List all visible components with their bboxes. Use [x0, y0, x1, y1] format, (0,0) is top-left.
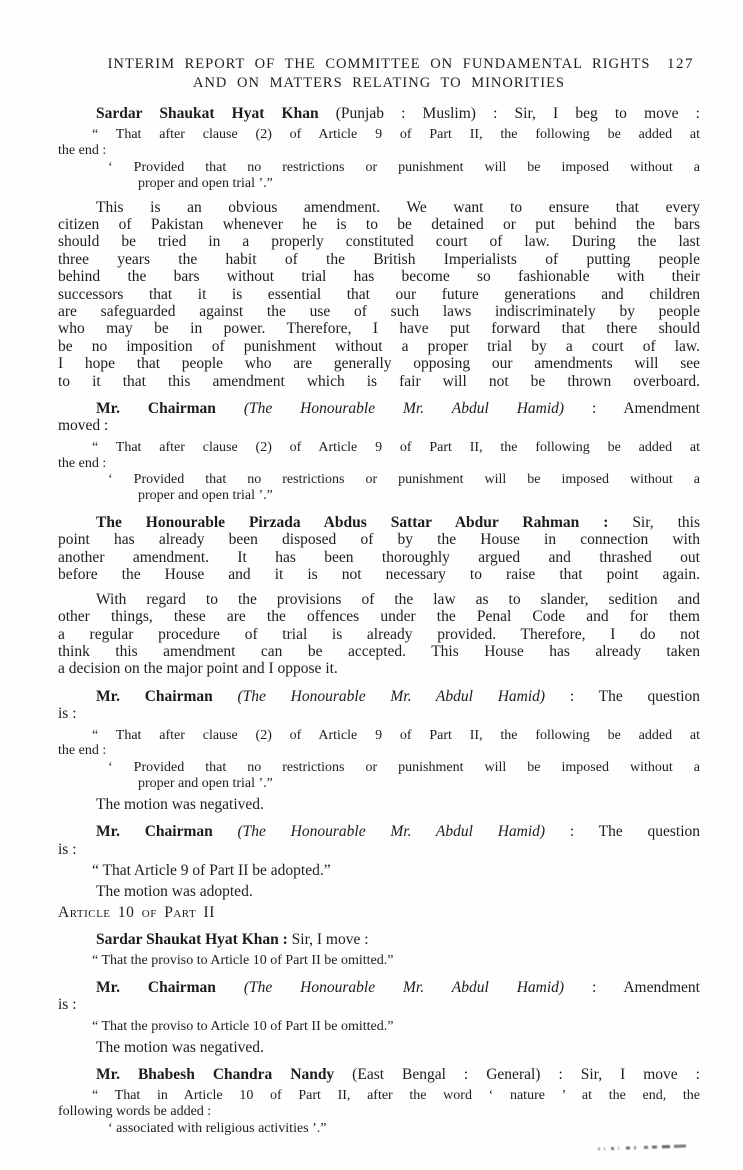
- text-line: a regular procedure of trial is already provided. Therefore, I do not: [58, 625, 700, 643]
- text-line: who may be in power. Therefore, I have put forward that there should: [58, 320, 700, 338]
- text-line: “ That the proviso to Article 10 of Part II be omitted.”: [92, 953, 394, 969]
- text-line: should be tried in a properly constituted court of law. During the last: [58, 233, 700, 251]
- amendment-quote: [58, 440, 700, 472]
- text-line: other things, these are the offences under the Penal Code and for them: [58, 608, 700, 626]
- text-line: This is an obvious amendment. We want to ensure that every: [96, 198, 700, 216]
- text-line: Article 10 of Part II: [58, 903, 215, 921]
- text-line: ‘ associated with religious activities ’.”: [108, 1120, 327, 1136]
- text-line: proper and open trial ’.”: [138, 488, 273, 504]
- text-line: “ That after clause (2) of Article 9 of Part II, the following be added at: [92, 127, 700, 143]
- text-line: to it that this amendment which is fair will not be thrown overboard.: [58, 372, 700, 390]
- text-line: [58, 105, 700, 122]
- text-line: The motion was negatived.: [96, 1038, 264, 1056]
- speaker-attribution: (The Honourable Mr. Abdul Hamid): [237, 823, 546, 841]
- text-line: is :: [58, 996, 77, 1014]
- speech-text: : Amendment: [564, 978, 700, 996]
- amendment-quote: [58, 127, 700, 159]
- text-line: three years the habit of the British Imperialists of putting people: [58, 250, 700, 268]
- text-line: point has already been disposed of by the House in connection with: [58, 531, 700, 549]
- speaker-name: Mr. Chairman: [96, 687, 238, 705]
- text-line: the end :: [58, 455, 107, 471]
- page-number: 127: [667, 56, 694, 72]
- text-line: a decision on the major point and I oppose it.: [58, 660, 338, 678]
- text-line: the end :: [58, 743, 107, 759]
- proviso-quote: [58, 160, 700, 192]
- speech-text: : The question: [545, 823, 700, 841]
- proviso-quote: [58, 760, 700, 792]
- text-line: proper and open trial ’.”: [138, 775, 273, 791]
- speech-paragraph: [58, 979, 700, 1014]
- speech-paragraph: [58, 105, 700, 122]
- speech-text: (East Bengal : General) : Sir, I move :: [334, 1065, 700, 1083]
- article-heading: [58, 904, 700, 921]
- text-line: The motion was adopted.: [96, 883, 253, 901]
- text-line: are safeguarded against the use of such laws indiscriminately by people: [58, 303, 700, 321]
- text-line: “ That after clause (2) of Article 9 of Part II, the following be added at: [92, 727, 700, 743]
- text-line: “ That after clause (2) of Article 9 of Part II, the following be added at: [92, 439, 700, 455]
- text-line: ‘ Provided that no restrictions or punishment will be imposed without a: [108, 472, 700, 488]
- amendment-quote: [58, 953, 700, 969]
- page-header: [58, 55, 700, 93]
- speaker-attribution: (The Honourable Mr. Abdul Hamid): [237, 687, 546, 705]
- speaker-attribution: (The Honourable Mr. Abdul Hamid): [243, 978, 565, 996]
- amendment-quote: [58, 1019, 700, 1035]
- body-paragraph: [58, 199, 700, 390]
- header-title-line2: AND ON MATTERS RELATING TO MINORITIES: [192, 75, 565, 91]
- speaker-name: Mr. Chairman: [96, 400, 244, 418]
- amendment-quote: [58, 728, 700, 760]
- motion-result: [58, 1039, 700, 1056]
- text-line: is :: [58, 705, 77, 723]
- text-line: [58, 931, 700, 948]
- text-line: behind the bars without trial has become so fashionable with their: [58, 268, 700, 286]
- speaker-name: Sardar Shaukat Hyat Khan :: [96, 930, 288, 948]
- text-line: successors that it is essential that our future generations and children: [58, 285, 700, 303]
- motion-result: [58, 796, 700, 813]
- text-line: ‘ Provided that no restrictions or punishment will be imposed without a: [108, 160, 700, 175]
- text-line: is :: [58, 840, 77, 858]
- speaker-name: Mr. Chairman: [96, 978, 244, 996]
- speech-paragraph: [58, 823, 700, 858]
- speaker-name: Mr. Chairman: [96, 823, 238, 841]
- speaker-attribution: (The Honourable Mr. Abdul Hamid): [243, 400, 565, 418]
- speech-paragraph: [58, 1066, 700, 1083]
- text-line: “ That in Article 10 of Part II, after the word ‘ nature ’ at the end, the: [92, 1088, 700, 1104]
- speech-text: Sir, this: [608, 514, 700, 532]
- text-line: “ That the proviso to Article 10 of Part II be omitted.”: [92, 1018, 394, 1034]
- text-line: another amendment. It has been thoroughly argued and thrashed out: [58, 548, 700, 566]
- text-line: proper and open trial ’.”: [138, 175, 273, 191]
- question-quote: [58, 862, 700, 879]
- amendment-quote: [58, 1088, 700, 1120]
- text-line: following words be added :: [58, 1104, 212, 1120]
- ink-smudge-artifact: [598, 1144, 686, 1150]
- text-line: [58, 979, 700, 996]
- text-line: ‘ Provided that no restrictions or punishment will be imposed without a: [108, 760, 700, 776]
- speech-text: : The question: [545, 687, 700, 705]
- speech-text: (Punjab : Muslim) : Sir, I beg to move :: [318, 105, 700, 122]
- text-line: [58, 514, 700, 531]
- text-line: [58, 400, 700, 417]
- text-line: think this amendment can be accepted. This House has already taken: [58, 642, 700, 660]
- text-line: [58, 1066, 700, 1083]
- text-line: citizen of Pakistan whenever he is to be detained or put behind the bars: [58, 216, 700, 233]
- proviso-quote: [58, 1121, 700, 1137]
- speech-paragraph: [58, 931, 700, 948]
- text-line: With regard to the provisions of the law as to slander, sedition and: [96, 590, 700, 608]
- speaker-name: Sardar Shaukat Hyat Khan: [96, 105, 319, 122]
- speech-paragraph: [58, 514, 700, 584]
- speaker-name: The Honourable Pirzada Abdus Sattar Abdur Rahman :: [96, 514, 609, 532]
- text-line: moved :: [58, 417, 109, 435]
- proviso-quote: [58, 472, 700, 504]
- speech-paragraph: [58, 400, 700, 435]
- motion-result: [58, 883, 700, 900]
- text-line: “ That Article 9 of Part II be adopted.”: [92, 861, 331, 879]
- debate-transcript-body: [58, 105, 700, 1137]
- speech-text: : Amendment: [564, 400, 700, 418]
- text-line: before the House and it is not necessary to raise that point again.: [58, 566, 700, 584]
- speaker-name: Mr. Bhabesh Chandra Nandy: [96, 1065, 335, 1083]
- body-paragraph: [58, 591, 700, 678]
- text-line: I hope that people who are generally opposing our amendments will see: [58, 355, 700, 373]
- text-line: The motion was negatived.: [96, 795, 264, 813]
- text-line: [58, 688, 700, 705]
- speech-paragraph: [58, 688, 700, 723]
- text-line: be no imposition of punishment without a proper trial by a court of law.: [58, 337, 700, 355]
- header-title-line1: INTERIM REPORT OF THE COMMITTEE ON FUNDAMENTAL RIGHTS: [107, 56, 651, 72]
- text-line: the end :: [58, 143, 107, 159]
- text-line: [58, 823, 700, 840]
- speech-text: Sir, I move :: [287, 930, 369, 948]
